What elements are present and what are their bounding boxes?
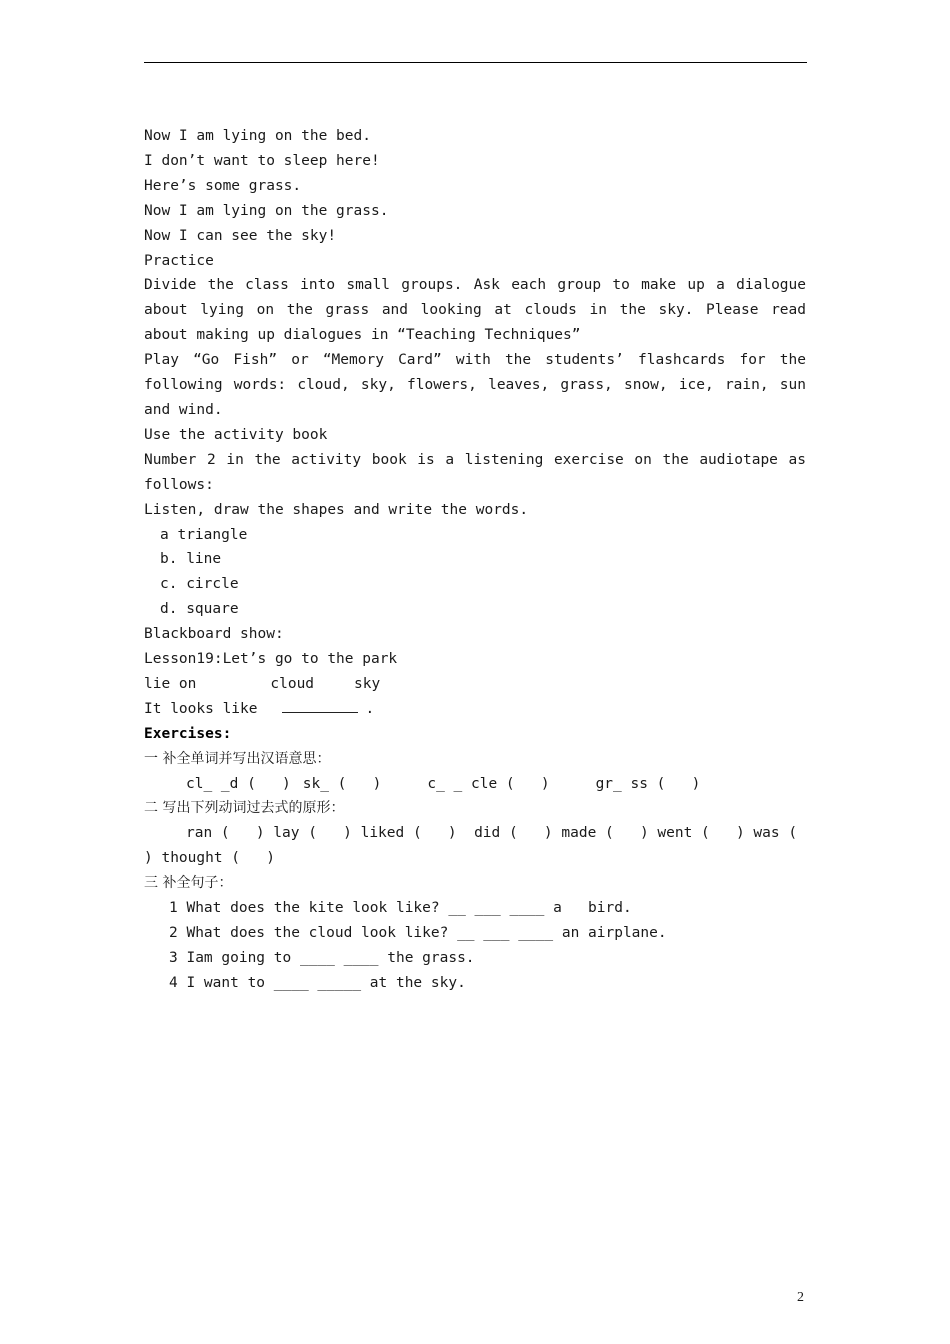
exercise-row: ran ( ) lay ( ) liked ( ) did ( ) made ( ) went ( ) was ( [186, 825, 798, 842]
exercise-sentence: 2 What does the cloud look like? __ ___ ____ an airplane. [169, 925, 667, 941]
text-line: Now I am lying on the grass. [144, 202, 389, 219]
exercise-sentence: 1 What does the kite look like? __ ___ ____ a bird. [169, 900, 632, 917]
section-heading-practice: Practice [144, 252, 214, 269]
shape-item: d. square [160, 601, 239, 618]
practice-paragraph: Play “Go Fish” or “Memory Card” with the students’ flashcards for the following words: cloud, sky, flowers, leaves, grass, snow, ice, rain, sun and wind. [144, 352, 806, 418]
word-item: sky [354, 675, 381, 692]
text-line: I don’t want to sleep here! [144, 152, 380, 169]
practice-paragraph: Divide the class into small groups. Ask each group to make up a dialogue about lying on the grass and looking at clouds in the sky. Please read about making up dialogues in “Teaching Techniques” [144, 277, 806, 344]
answer-blank [282, 698, 358, 713]
exercise-item: gr_ ss ( ) [595, 775, 701, 792]
sentence-pattern: It looks like . [144, 697, 806, 722]
text-line: Here’s some grass. [144, 177, 302, 194]
word-item: lie on [144, 675, 197, 692]
document-body [144, 124, 806, 996]
exercise-item: sk_ ( ) [302, 775, 382, 792]
shape-item: c. circle [160, 576, 239, 593]
word-item: cloud [270, 675, 315, 692]
exercise-item: cl_ _d ( ) [186, 775, 291, 792]
blackboard-heading: Blackboard show: [144, 626, 284, 643]
activity-paragraph: Number 2 in the activity book is a listening exercise on the audiotape as follows: [144, 451, 806, 493]
exercise-item: c_ _ cle ( ) [427, 775, 550, 792]
text-line: Now I can see the sky! [144, 227, 337, 244]
header-rule [144, 62, 807, 63]
exercise-section-title: 二 写出下列动词过去式的原形： [144, 800, 345, 817]
text-line: Now I am lying on the bed. [144, 128, 371, 144]
exercise-sentence: 3 Iam going to ____ ____ the grass. [169, 949, 475, 966]
exercise-section-title: 三 补全句子： [144, 875, 233, 892]
shape-item: a triangle [160, 526, 248, 543]
lesson-title: Lesson19:Let’s go to the park [144, 651, 398, 668]
exercise-row: ) thought ( ) [144, 850, 275, 867]
exercises-heading: Exercises: [144, 725, 232, 742]
exercise-row [144, 772, 806, 797]
blackboard-words [144, 672, 806, 697]
exercise-section-title: 一 补全单词并写出汉语意思： [144, 750, 331, 767]
listen-instruction: Listen, draw the shapes and write the words. [144, 501, 529, 518]
exercise-sentence: 4 I want to ____ _____ at the sky. [169, 974, 466, 991]
page-number: 2 [797, 1290, 804, 1305]
shape-item: b. line [160, 551, 222, 568]
section-heading-activity: Use the activity book [144, 426, 328, 443]
